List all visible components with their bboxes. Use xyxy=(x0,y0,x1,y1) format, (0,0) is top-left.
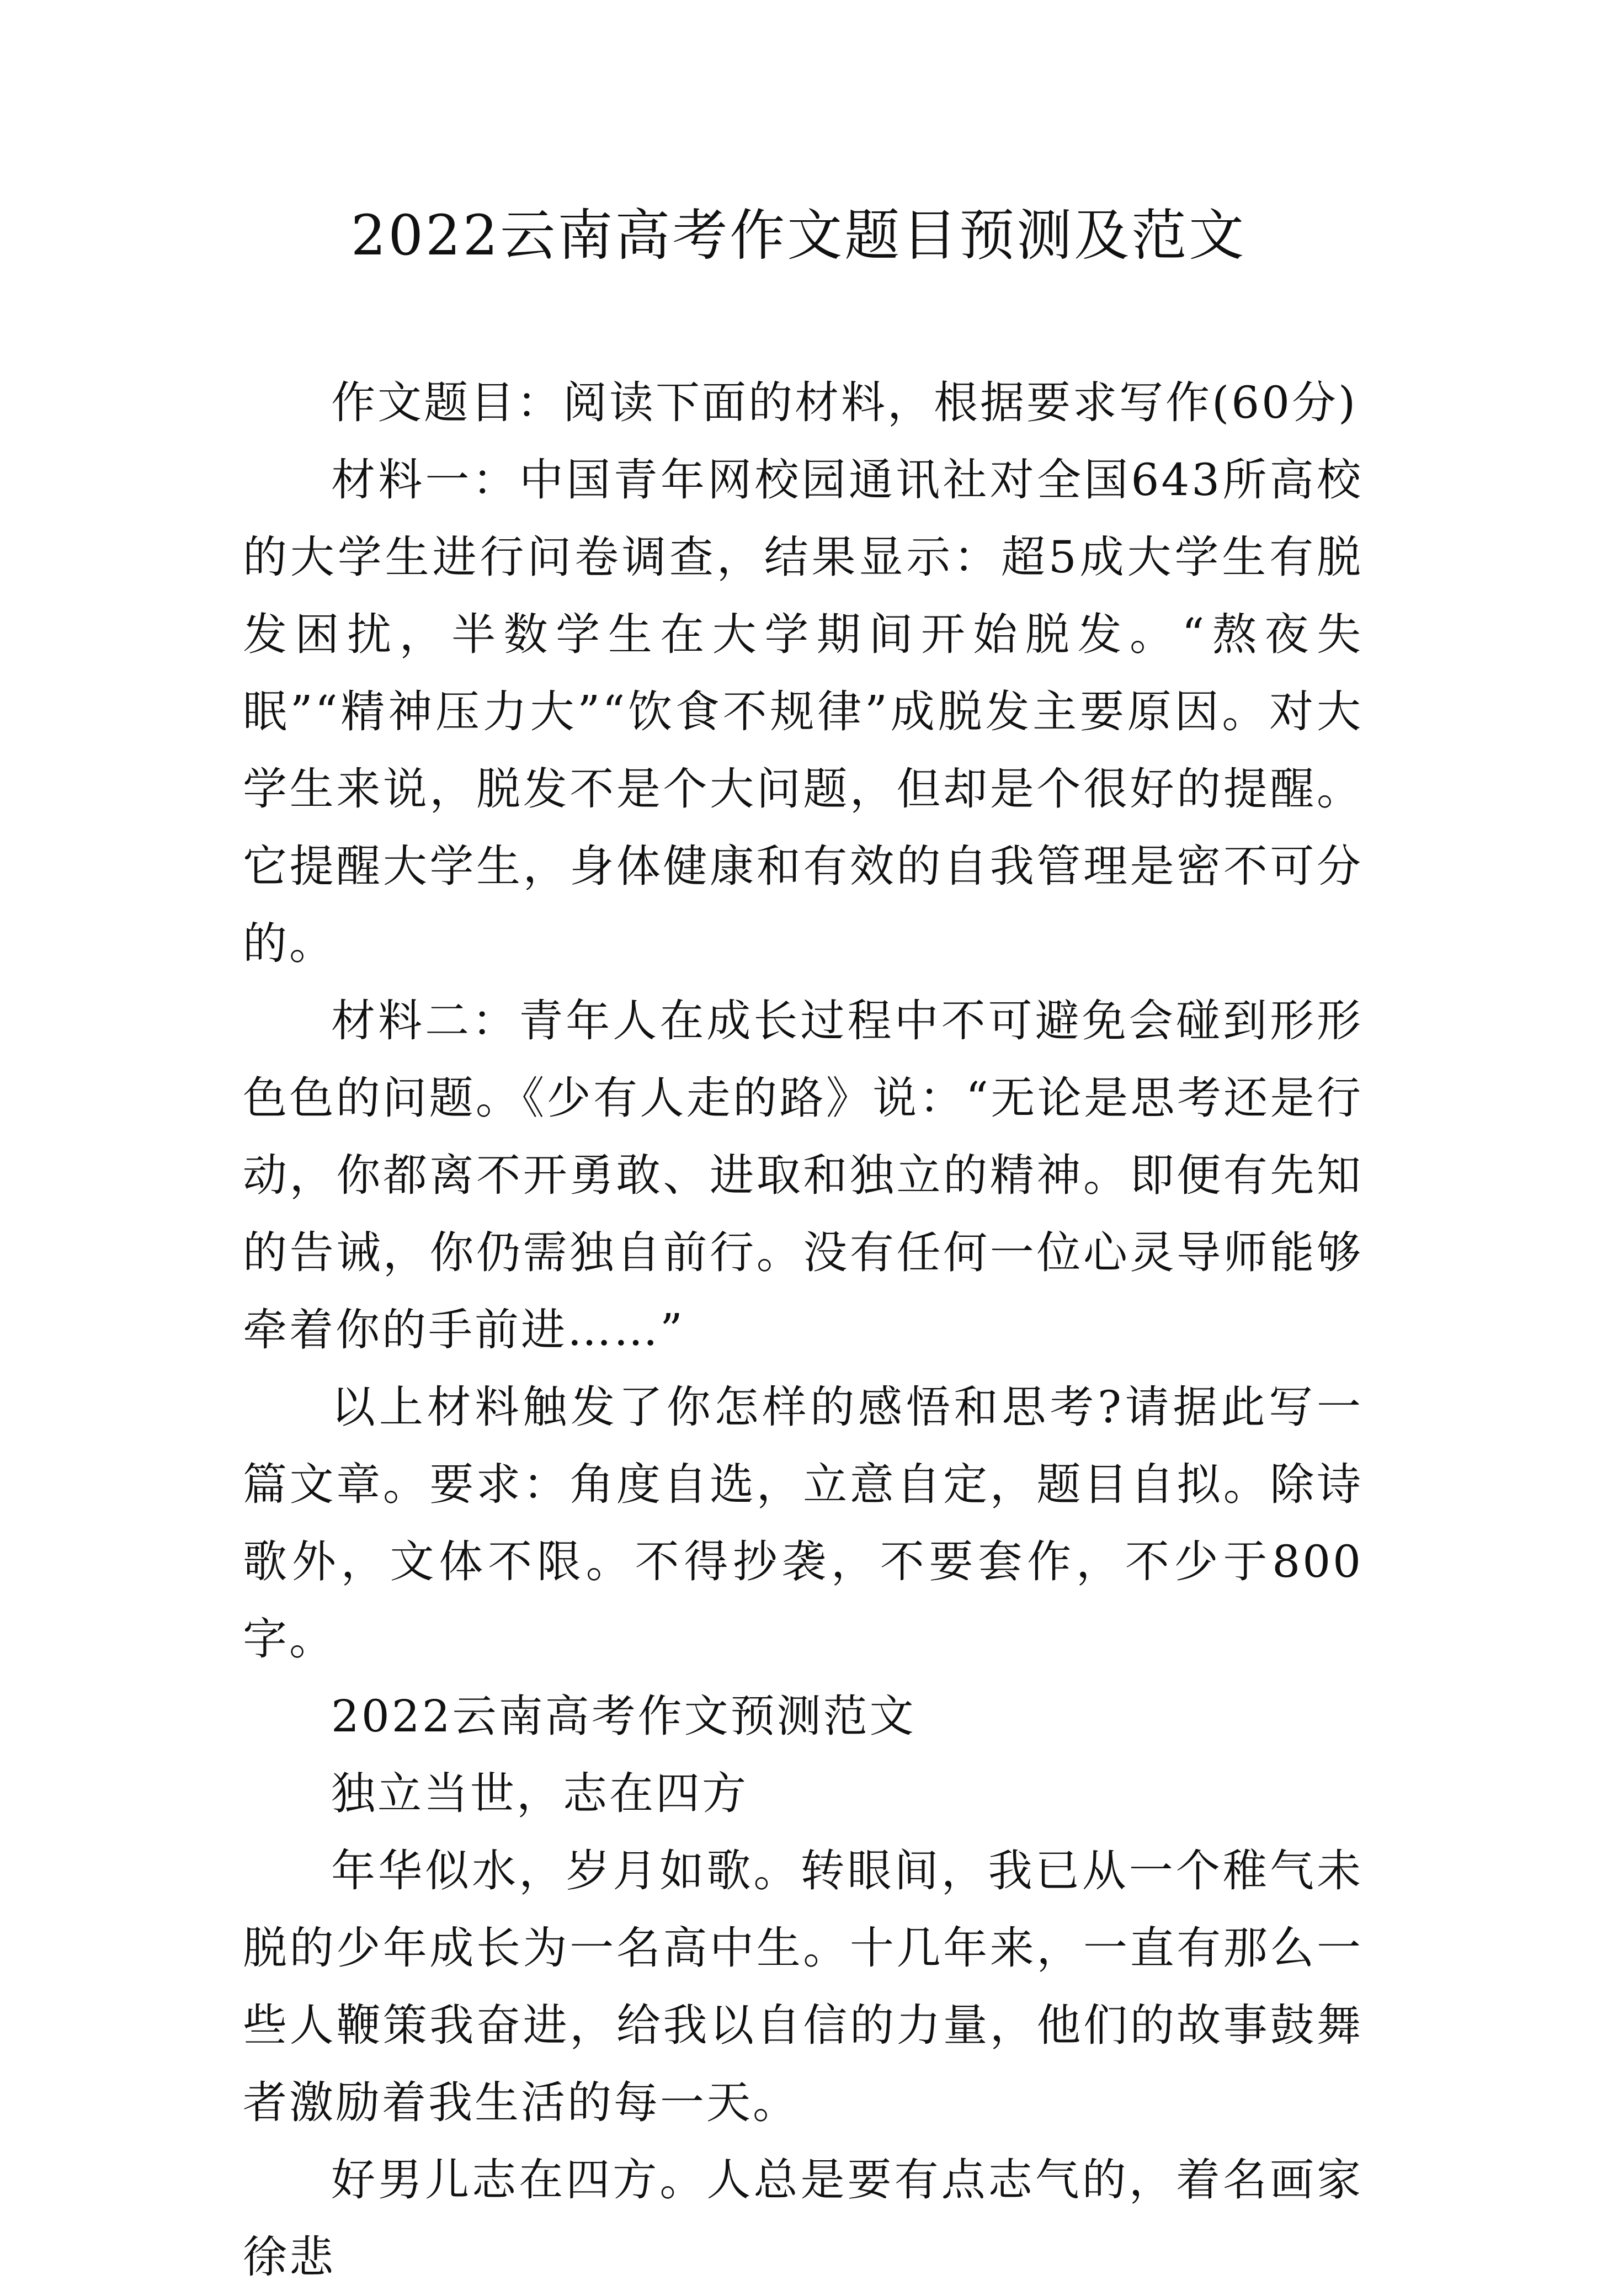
essay-title: 独立当世，志在四方 xyxy=(331,1768,748,1819)
essay-paragraph: 年华似水，岁月如歌。转眼间，我已从一个稚气未脱的少年成长为一名高中生。十几年来，一直有那么一些人鞭策我奋进，给我以自信的力量，他们的故事鼓舞者激励着我生活的每一天。 xyxy=(243,1845,1363,2128)
material-two-paragraph: 材料二：青年人在成长过程中不可避免会碰到形形色色的问题。《少有人走的路》说：“无论是思考还是行动，你都离不开勇敢、进取和独立的精神。即便有先知的告诫，你仍需独自前行。没有任何一位心灵导师能够牵着你的手前进……” xyxy=(243,995,1363,1356)
document-body xyxy=(243,364,1363,2296)
material-one-paragraph: 材料一：中国青年网校园通讯社对全国643所高校的大学生进行问卷调查，结果显示：超5成大学生有脱发困扰，半数学生在大学期间开始脱发。“熬夜失眠”“精神压力大”“饮食不规律”成脱发主要原因。对大学生来说，脱发不是个大问题，但却是个很好的提醒。它提醒大学生，身体健康和有效的自我管理是密不可分的。 xyxy=(243,454,1363,969)
prompt-paragraph: 作文题目：阅读下面的材料，根据要求写作(60分) xyxy=(331,377,1358,428)
document-title: 2022云南高考作文题目预测及范文 xyxy=(350,203,1247,268)
essay-paragraph: 好男儿志在四方。人总是要有点志气的，着名画家徐悲 xyxy=(243,2154,1363,2283)
requirements-paragraph: 以上材料触发了你怎样的感悟和思考?请据此写一篇文章。要求：角度自选，立意自定，题目自拟。除诗歌外，文体不限。不得抄袭，不要套作，不少于800字。 xyxy=(243,1381,1363,1665)
sample-essay-heading: 2022云南高考作文预测范文 xyxy=(331,1691,916,1742)
